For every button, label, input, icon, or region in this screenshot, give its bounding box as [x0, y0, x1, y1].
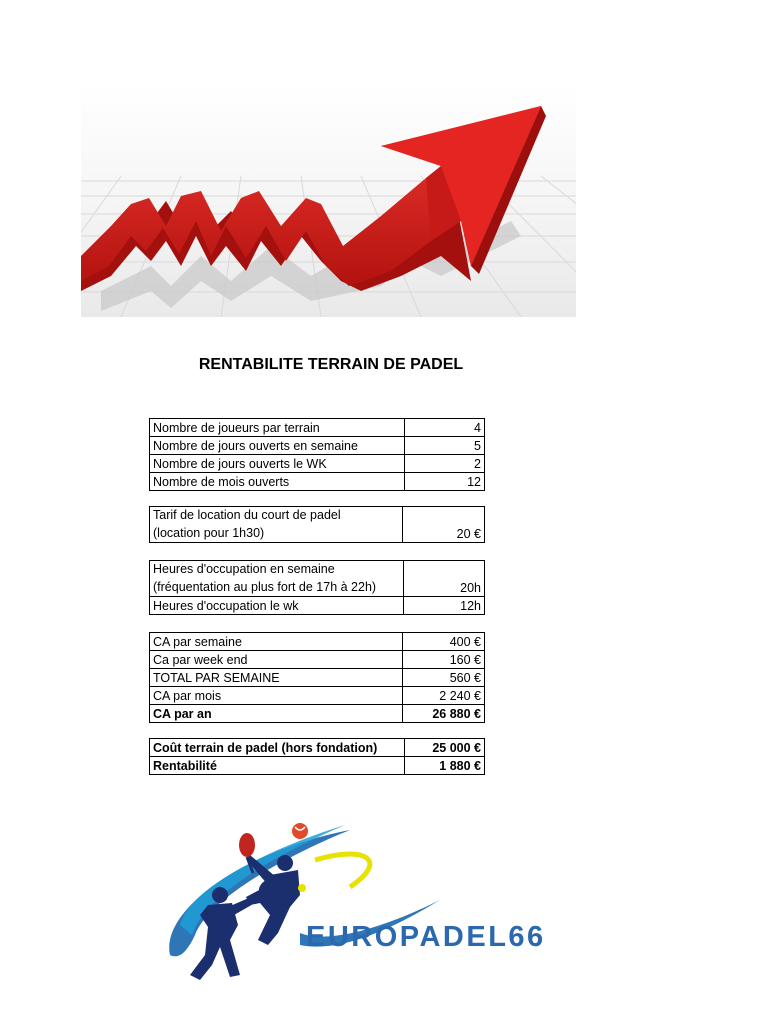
row-value: 1 880 €: [404, 757, 484, 775]
table-row: [150, 687, 485, 705]
table-row: [150, 651, 485, 669]
row-label: Coût terrain de padel (hors fondation): [150, 739, 405, 757]
table-row: [150, 597, 485, 615]
growth-arrow-image: [81, 86, 576, 317]
page-title: RENTABILITE TERRAIN DE PADEL: [198, 356, 464, 373]
row-value: 25 000 €: [404, 739, 484, 757]
revenue-table: [149, 632, 485, 723]
row-value: 12: [404, 473, 484, 491]
brand-logo-text: EUROPADEL66: [306, 921, 546, 953]
table-row: [150, 705, 485, 723]
occupation-line-2: (fréquentation au plus fort de 17h à 22h): [153, 579, 377, 594]
tarif-line-2: (location pour 1h30): [153, 525, 265, 540]
table-row: [150, 757, 485, 775]
row-value: 12h: [403, 597, 484, 615]
occupation-line-1: Heures d'occupation en semaine: [153, 562, 335, 576]
table-row: [150, 561, 485, 597]
row-label: Rentabilité: [150, 757, 405, 775]
table-row: [150, 633, 485, 651]
row-label: Ca par week end: [150, 651, 403, 669]
table-row: [150, 739, 485, 757]
row-value: 160 €: [402, 651, 484, 669]
row-value: 2 240 €: [402, 687, 484, 705]
row-value: 4: [404, 419, 484, 437]
row-label: TOTAL PAR SEMAINE: [150, 669, 403, 687]
row-label: Nombre de jours ouverts le WK: [150, 455, 405, 473]
table-row: [150, 419, 485, 437]
tarif-line-1: Tarif de location du court de padel: [153, 508, 341, 522]
general-parameters-table: [149, 418, 485, 491]
row-value: 26 880 €: [402, 705, 484, 723]
row-label: Nombre de jours ouverts en semaine: [150, 437, 405, 455]
occupation-table: [149, 560, 485, 615]
table-row: [150, 507, 485, 543]
row-label: [150, 507, 403, 543]
cost-table: [149, 738, 485, 775]
row-value: 560 €: [402, 669, 484, 687]
row-label: CA par an: [150, 705, 403, 723]
table-row: [150, 473, 485, 491]
row-label: CA par semaine: [150, 633, 403, 651]
row-value: 2: [404, 455, 484, 473]
tarif-table: [149, 506, 485, 543]
table-row: [150, 455, 485, 473]
row-value: 20h: [403, 561, 484, 597]
table-row: [150, 437, 485, 455]
row-label: CA par mois: [150, 687, 403, 705]
padel-players-logo-icon: [150, 815, 580, 990]
row-value: 20 €: [403, 507, 485, 543]
row-label: Nombre de mois ouverts: [150, 473, 405, 491]
table-row: [150, 669, 485, 687]
row-value: 400 €: [402, 633, 484, 651]
row-value: 5: [404, 437, 484, 455]
row-label: [150, 561, 404, 597]
row-label: Heures d'occupation le wk: [150, 597, 404, 615]
row-label: Nombre de joueurs par terrain: [150, 419, 405, 437]
